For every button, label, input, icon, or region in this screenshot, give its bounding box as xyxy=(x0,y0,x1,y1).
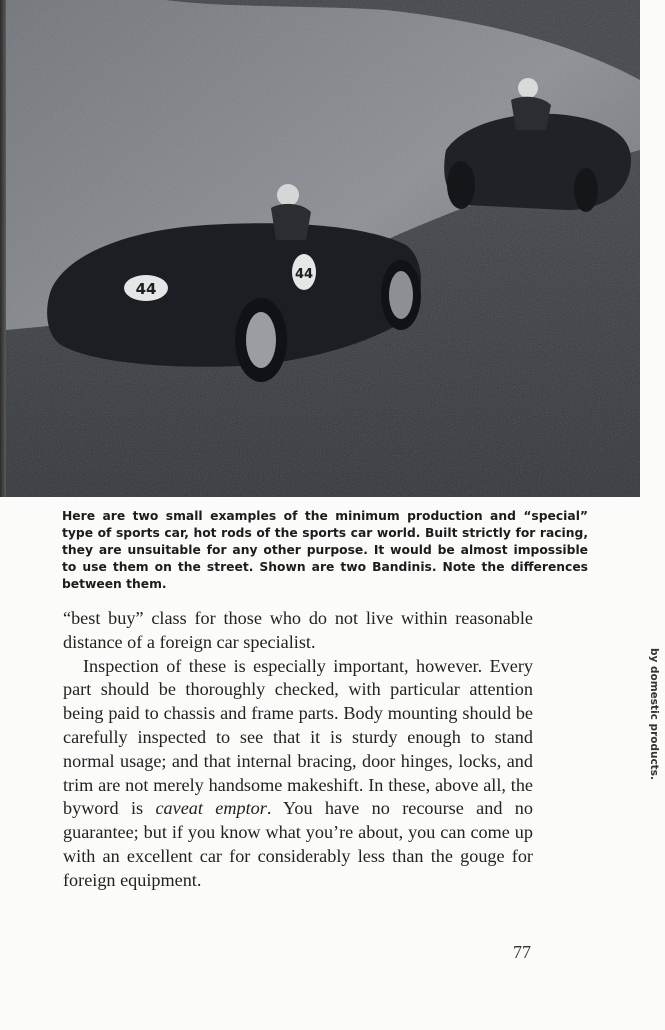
paragraph-2 xyxy=(63,655,533,893)
paragraph-1: “best buy” class for those who do not live within reasonable distance of a foreign car specialist. xyxy=(63,608,533,652)
rear-wheel xyxy=(389,271,413,319)
paragraph-2-text-a: Inspection of these is especially important, however. Every part should be thoroughly checked, with particular attention being paid to chassis and frame parts. Body mounting should be carefully inspected to see that it is sturdy enough to stand normal usage; and that internal bracing, door hinges, locks, and trim are not merely handsome makeshift. In these, above all, the byword is xyxy=(63,655,533,819)
hood-number: 44 xyxy=(135,280,157,298)
bleed-through-text: by domestic products. xyxy=(648,648,660,780)
page-number: 77 xyxy=(513,942,531,962)
rear-driver-helmet xyxy=(518,78,538,98)
body-text xyxy=(63,607,533,893)
race-cars-photo xyxy=(6,0,640,497)
latin-phrase: caveat emptor xyxy=(155,798,267,819)
front-driver-helmet xyxy=(277,184,299,206)
paragraph-2-text-b: . You have no recourse and no guarantee; but if you know what you’re about, you can come up with an excellent car for considerably less than the gouge for foreign equipment. xyxy=(63,798,533,890)
front-wheel xyxy=(246,312,276,368)
side-number: 44 xyxy=(294,267,314,282)
photo-caption: Here are two small examples of the minimum production and “special” type of sports car, hot rods of the sports car world. Built strictly for racing, they are unsuitable for any other purpose. It would be almost impossible to use them on the street. Shown are two Bandinis. Note the differences between them. xyxy=(62,509,588,591)
photo-illustration xyxy=(6,0,640,497)
